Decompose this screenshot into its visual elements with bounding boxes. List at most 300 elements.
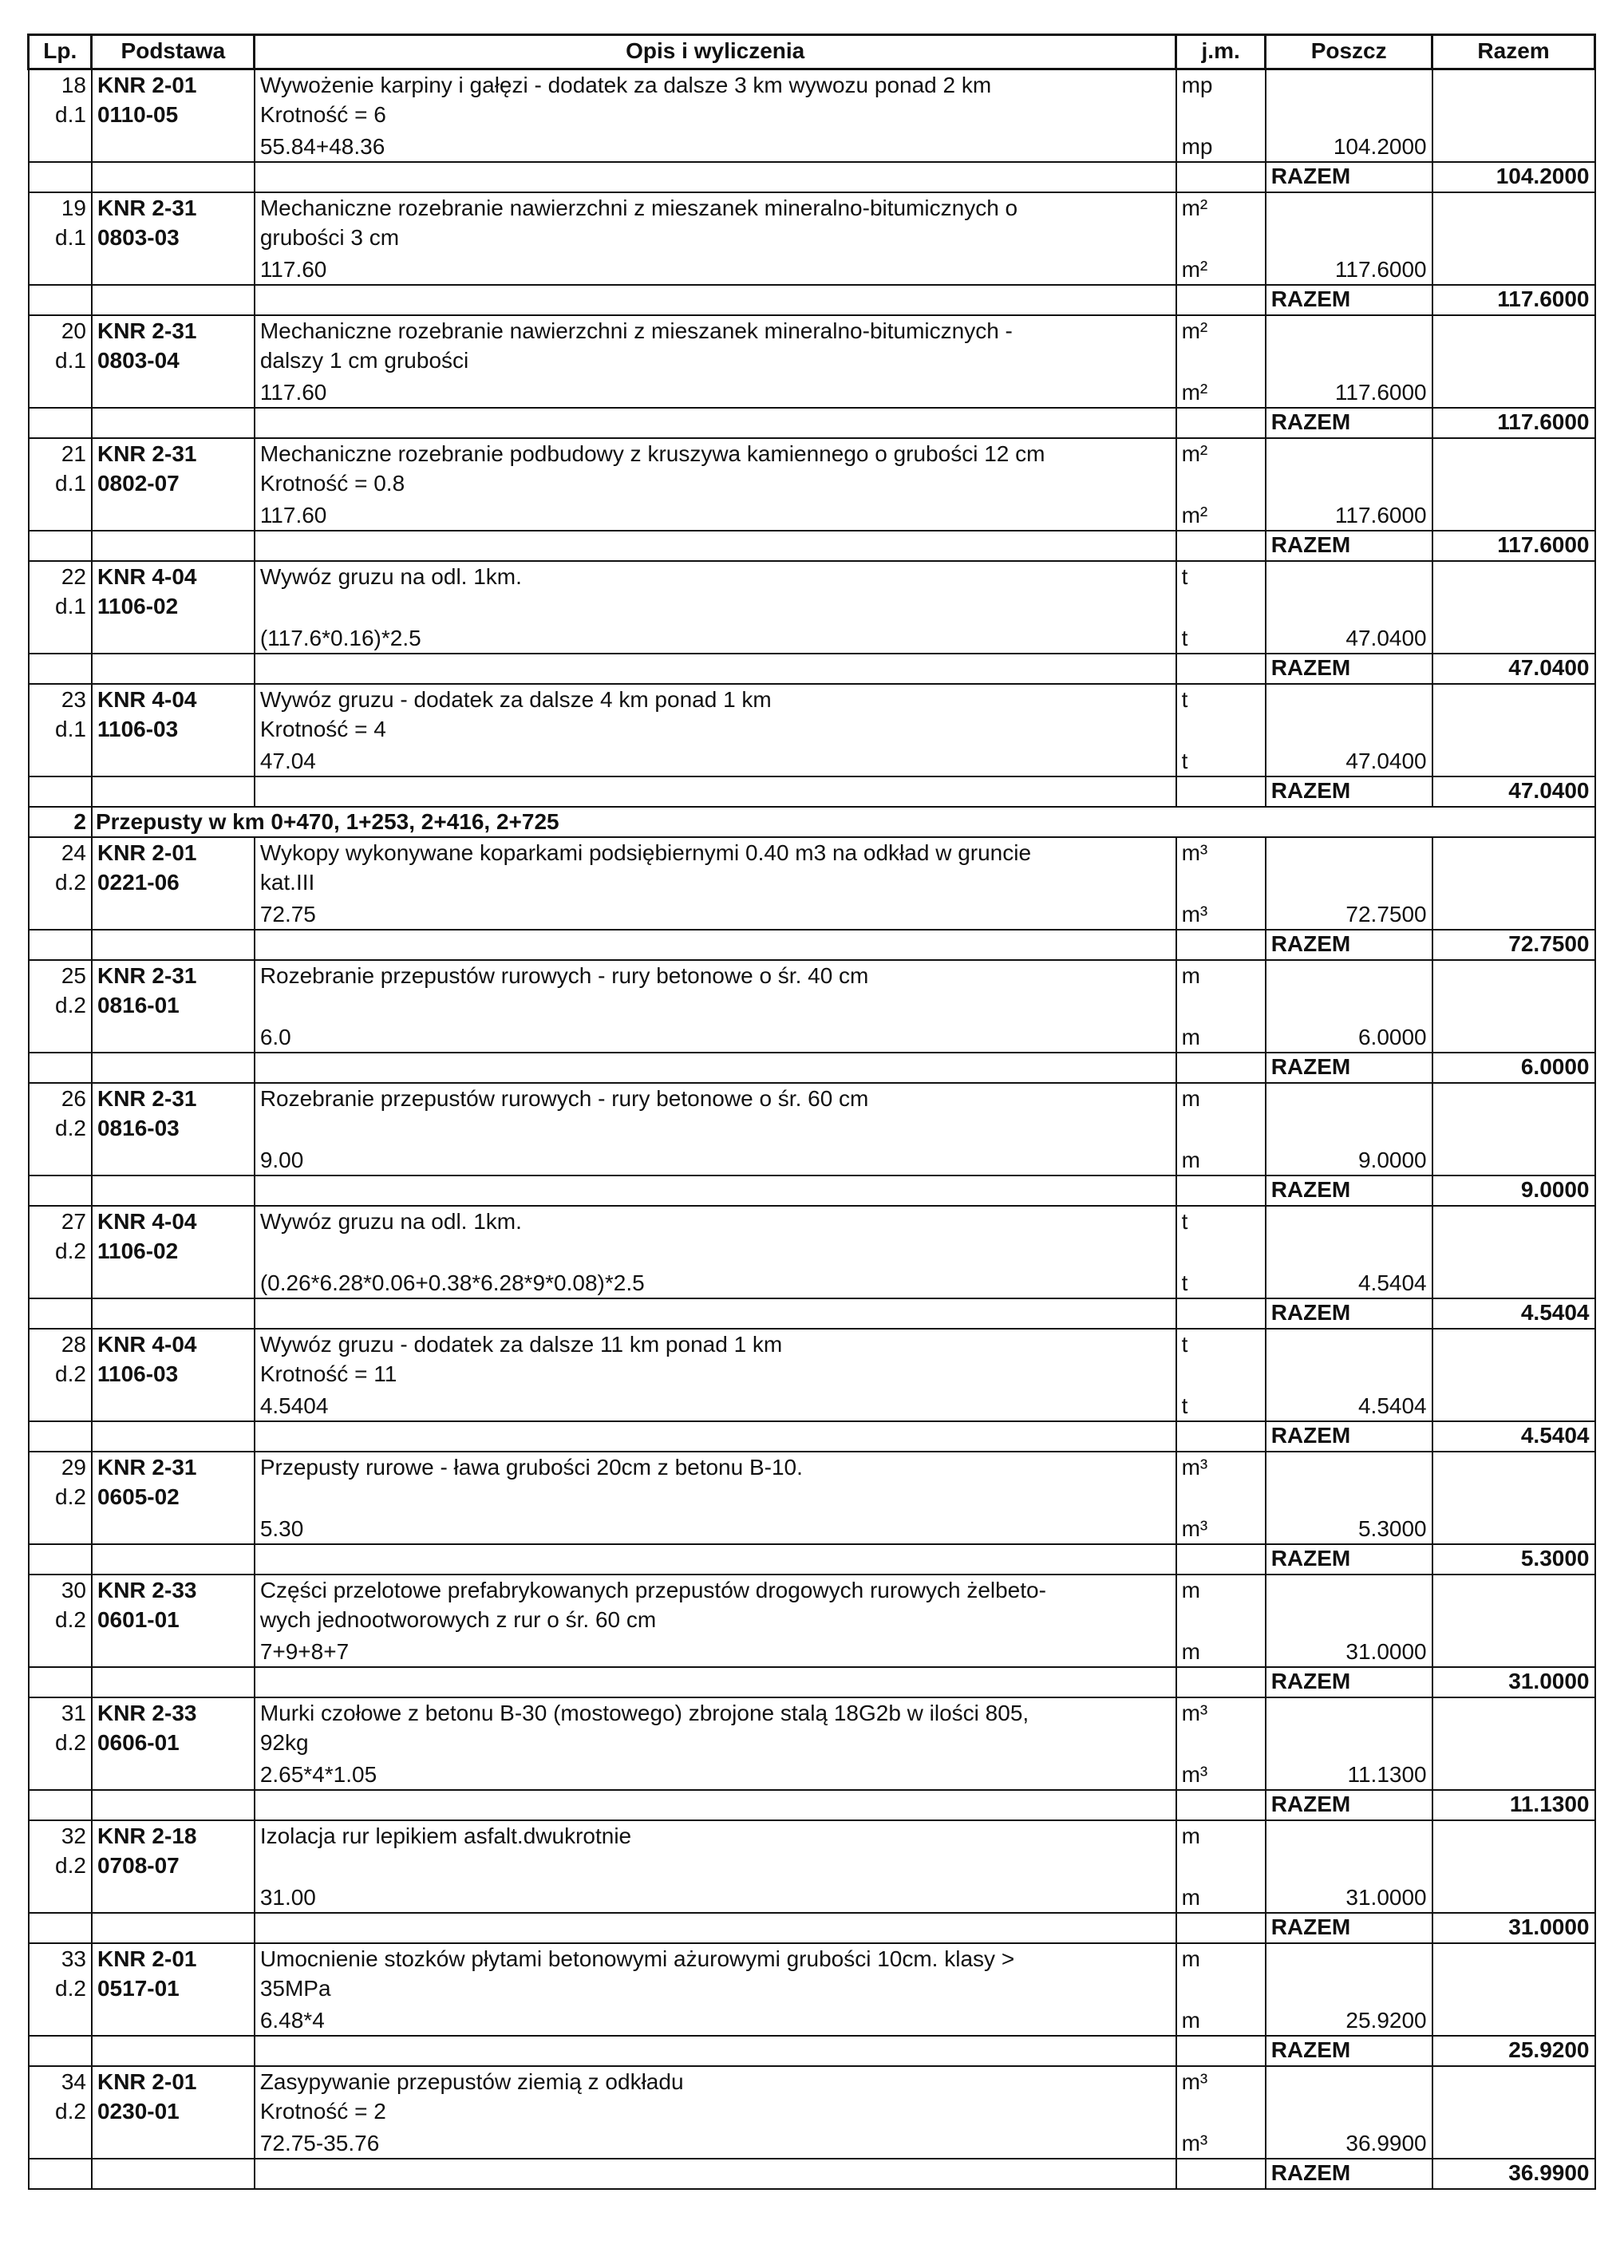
header-lp: Lp. [29, 35, 92, 69]
item-lp-cell [29, 1697, 92, 1790]
item-unit-cell [1176, 2066, 1266, 2159]
item-unit-cell [1176, 1697, 1266, 1790]
item-code: 0605-02 [97, 1484, 180, 1509]
item-base-cell [92, 192, 255, 285]
total-empty-2 [92, 930, 255, 960]
item-unit-top: m² [1181, 441, 1208, 466]
item-knr: KNR 2-31 [97, 441, 197, 466]
item-code: 0601-01 [97, 1607, 180, 1632]
item-knr: KNR 2-31 [97, 196, 197, 220]
item-unit-bottom: m [1181, 1148, 1200, 1172]
item-code: 1106-03 [97, 717, 179, 741]
total-empty-4 [1176, 1421, 1266, 1452]
item-unit-top: m³ [1181, 2069, 1208, 2094]
total-empty-2 [92, 1544, 255, 1575]
item-poszcz-cell [1266, 69, 1432, 163]
item-number: 33 [61, 1946, 86, 1971]
total-empty-1 [29, 408, 92, 438]
item-poszcz-cell [1266, 1943, 1432, 2036]
item-poszcz: 117.6000 [1334, 380, 1427, 405]
total-row [29, 930, 1595, 960]
item-poszcz-cell [1266, 837, 1432, 930]
total-label: RAZEM [1266, 1421, 1432, 1452]
total-empty-3 [255, 1053, 1176, 1083]
item-number: 30 [61, 1578, 86, 1602]
total-label: RAZEM [1266, 654, 1432, 684]
item-razem-cell [1432, 1697, 1595, 1790]
total-label: RAZEM [1266, 1544, 1432, 1575]
item-calculation: 72.75 [259, 902, 316, 927]
item-calculation: 117.60 [259, 257, 327, 282]
item-poszcz-cell [1266, 192, 1432, 285]
item-knr: KNR 2-01 [97, 1946, 197, 1971]
total-label: RAZEM [1266, 285, 1432, 315]
total-row [29, 1175, 1595, 1206]
item-razem-cell [1432, 1083, 1595, 1175]
item-division: d.1 [55, 348, 86, 373]
item-unit-bottom: m² [1181, 257, 1208, 282]
item-unit-bottom: m³ [1181, 1516, 1208, 1541]
total-empty-3 [255, 1913, 1176, 1943]
total-value: 31.0000 [1432, 1913, 1595, 1943]
item-description: Wywóz gruzu - dodatek za dalsze 11 km ponad 1 km Krotność = 11 [259, 1332, 783, 1386]
item-description-cell [255, 69, 1176, 163]
item-unit-cell [1176, 1820, 1266, 1913]
item-knr: KNR 2-33 [97, 1701, 197, 1725]
item-base-cell [92, 1697, 255, 1790]
item-description: Mechaniczne rozebranie nawierzchni z mieszanek mineralno-bitumicznych - dalszy 1 cm grubości [259, 318, 1013, 373]
item-number: 32 [61, 1823, 86, 1848]
total-label: RAZEM [1266, 1053, 1432, 1083]
item-description-cell [255, 315, 1176, 408]
item-poszcz: 5.3000 [1357, 1516, 1427, 1541]
total-empty-4 [1176, 654, 1266, 684]
total-empty-1 [29, 2159, 92, 2189]
total-empty-4 [1176, 1175, 1266, 1206]
item-razem-cell [1432, 2066, 1595, 2159]
total-empty-1 [29, 531, 92, 561]
total-value: 36.9900 [1432, 2159, 1595, 2189]
item-razem-cell [1432, 561, 1595, 654]
item-description-cell [255, 684, 1176, 776]
item-knr: KNR 2-01 [97, 73, 197, 97]
total-value: 31.0000 [1432, 1667, 1595, 1697]
item-lp-cell [29, 960, 92, 1053]
item-number: 20 [61, 318, 86, 343]
item-division: d.2 [55, 1361, 86, 1386]
item-description: Rozebranie przepustów rurowych - rury betonowe o śr. 40 cm [259, 963, 869, 988]
total-empty-2 [92, 1298, 255, 1329]
item-description-cell [255, 2066, 1176, 2159]
item-description-cell [255, 561, 1176, 654]
item-code: 0230-01 [97, 2099, 180, 2124]
item-unit-bottom: t [1181, 626, 1188, 650]
table-row [29, 1083, 1595, 1175]
total-empty-4 [1176, 1298, 1266, 1329]
item-description-cell [255, 438, 1176, 531]
item-number: 23 [61, 687, 86, 712]
total-value: 47.0400 [1432, 776, 1595, 807]
total-empty-1 [29, 1053, 92, 1083]
item-number: 22 [61, 564, 86, 589]
item-base-cell [92, 1083, 255, 1175]
item-base-cell [92, 1329, 255, 1421]
item-number: 27 [61, 1209, 86, 1234]
item-unit-cell [1176, 684, 1266, 776]
item-calculation: 117.60 [259, 380, 327, 405]
item-number: 24 [61, 840, 86, 865]
item-base-cell [92, 1206, 255, 1298]
item-poszcz-cell [1266, 2066, 1432, 2159]
total-empty-1 [29, 1175, 92, 1206]
total-empty-2 [92, 1175, 255, 1206]
total-empty-3 [255, 1790, 1176, 1820]
header-base: Podstawa [92, 35, 255, 69]
item-unit-top: m [1181, 1823, 1200, 1848]
item-lp-cell [29, 1083, 92, 1175]
item-poszcz: 36.9900 [1345, 2131, 1427, 2155]
item-razem-cell [1432, 684, 1595, 776]
item-poszcz: 6.0000 [1357, 1025, 1427, 1049]
section-title: Przepusty w km 0+470, 1+253, 2+416, 2+725 [92, 807, 1595, 837]
item-description: Mechaniczne rozebranie nawierzchni z mieszanek mineralno-bitumicznych o grubości 3 cm [259, 196, 1018, 250]
total-empty-2 [92, 1053, 255, 1083]
item-unit-cell [1176, 1083, 1266, 1175]
item-razem-cell [1432, 1943, 1595, 2036]
item-division: d.2 [55, 2099, 86, 2124]
total-empty-4 [1176, 1544, 1266, 1575]
item-code: 0606-01 [97, 1730, 180, 1755]
item-unit-cell [1176, 1329, 1266, 1421]
item-unit-cell [1176, 1206, 1266, 1298]
item-unit-bottom: m [1181, 1885, 1200, 1910]
item-unit-cell [1176, 1943, 1266, 2036]
item-knr: KNR 4-04 [97, 564, 197, 589]
item-calculation: 7+9+8+7 [259, 1639, 350, 1664]
total-row [29, 162, 1595, 192]
total-empty-1 [29, 930, 92, 960]
item-unit-top: t [1181, 1209, 1188, 1234]
table-row [29, 2066, 1595, 2159]
header-description: Opis i wyliczenia [255, 35, 1176, 69]
item-number: 25 [61, 963, 86, 988]
item-unit-top: m² [1181, 196, 1208, 220]
item-code: 0517-01 [97, 1976, 180, 2001]
total-row [29, 285, 1595, 315]
table-row [29, 960, 1595, 1053]
item-description-cell [255, 837, 1176, 930]
item-division: d.1 [55, 717, 86, 741]
total-empty-3 [255, 531, 1176, 561]
item-unit-bottom: m³ [1181, 902, 1208, 927]
total-empty-1 [29, 654, 92, 684]
item-calculation: 47.04 [259, 749, 316, 773]
item-knr: KNR 2-31 [97, 318, 197, 343]
item-lp-cell [29, 1452, 92, 1544]
item-base-cell [92, 1575, 255, 1667]
item-calculation: 2.65*4*1.05 [259, 1762, 377, 1787]
item-number: 21 [61, 441, 86, 466]
item-poszcz: 31.0000 [1345, 1885, 1427, 1910]
total-empty-3 [255, 1667, 1176, 1697]
total-value: 72.7500 [1432, 930, 1595, 960]
item-unit-bottom: t [1181, 1270, 1188, 1295]
total-row [29, 1298, 1595, 1329]
item-unit-bottom: m [1181, 2008, 1200, 2033]
item-unit-cell [1176, 315, 1266, 408]
item-razem-cell [1432, 192, 1595, 285]
total-empty-1 [29, 1913, 92, 1943]
item-razem-cell [1432, 837, 1595, 930]
total-empty-1 [29, 2036, 92, 2066]
item-calculation: 55.84+48.36 [259, 134, 385, 159]
header-unit: j.m. [1176, 35, 1266, 69]
total-empty-4 [1176, 1667, 1266, 1697]
item-description: Wywóz gruzu - dodatek za dalsze 4 km ponad 1 km Krotność = 4 [259, 687, 772, 741]
item-description-cell [255, 1452, 1176, 1544]
total-label: RAZEM [1266, 776, 1432, 807]
item-razem-cell [1432, 1206, 1595, 1298]
item-razem-cell [1432, 315, 1595, 408]
item-division: d.2 [55, 870, 86, 895]
item-description: Wykopy wykonywane koparkami podsiębiernymi 0.40 m3 na odkład w gruncie kat.III [259, 840, 1032, 895]
total-value: 25.9200 [1432, 2036, 1595, 2066]
table-body-section-1 [29, 69, 1595, 808]
item-unit-top: t [1181, 564, 1188, 589]
item-poszcz-cell [1266, 561, 1432, 654]
total-empty-3 [255, 1544, 1176, 1575]
total-empty-1 [29, 1298, 92, 1329]
item-poszcz: 47.0400 [1345, 626, 1427, 650]
item-number: 18 [61, 73, 86, 97]
item-calculation: 5.30 [259, 1516, 304, 1541]
item-poszcz-cell [1266, 1329, 1432, 1421]
item-poszcz: 47.0400 [1345, 749, 1427, 773]
section-row [29, 807, 1595, 837]
item-unit-cell [1176, 69, 1266, 163]
item-calculation: 6.48*4 [259, 2008, 325, 2033]
item-calculation: 72.75-35.76 [259, 2131, 380, 2155]
item-poszcz-cell [1266, 1820, 1432, 1913]
item-unit-top: m² [1181, 318, 1208, 343]
item-razem-cell [1432, 438, 1595, 531]
item-description: Części przelotowe prefabrykowanych przepustów drogowych rurowych żelbeto- wych jednootworowych z rur o śr. 60 cm [259, 1578, 1046, 1632]
item-knr: KNR 2-01 [97, 2069, 197, 2094]
item-description: Wywóz gruzu na odl. 1km. [259, 564, 522, 589]
item-unit-bottom: m [1181, 1639, 1200, 1664]
item-lp-cell [29, 192, 92, 285]
item-description: Izolacja rur lepikiem asfalt.dwukrotnie [259, 1823, 632, 1848]
item-number: 28 [61, 1332, 86, 1357]
item-unit-bottom: t [1181, 749, 1188, 773]
item-poszcz: 25.9200 [1345, 2008, 1427, 2033]
item-unit-top: m [1181, 1578, 1200, 1602]
item-razem-cell [1432, 1329, 1595, 1421]
item-unit-bottom: m² [1181, 503, 1208, 527]
item-lp-cell [29, 684, 92, 776]
item-description-cell [255, 192, 1176, 285]
table-row [29, 1206, 1595, 1298]
item-lp-cell [29, 1820, 92, 1913]
item-division: d.2 [55, 1484, 86, 1509]
item-unit-cell [1176, 192, 1266, 285]
table-row [29, 1452, 1595, 1544]
total-empty-1 [29, 1544, 92, 1575]
total-empty-3 [255, 1421, 1176, 1452]
item-knr: KNR 4-04 [97, 1332, 197, 1357]
item-knr: KNR 2-01 [97, 840, 197, 865]
total-empty-4 [1176, 531, 1266, 561]
item-code: 0708-07 [97, 1853, 180, 1878]
header-razem: Razem [1432, 35, 1595, 69]
item-unit-cell [1176, 438, 1266, 531]
cost-estimate-table [27, 34, 1596, 2190]
item-calculation: 9.00 [259, 1148, 304, 1172]
total-label: RAZEM [1266, 930, 1432, 960]
item-poszcz-cell [1266, 438, 1432, 531]
total-empty-3 [255, 162, 1176, 192]
section-header-body [29, 807, 1595, 837]
item-division: d.2 [55, 1607, 86, 1632]
item-lp-cell [29, 69, 92, 163]
total-empty-3 [255, 2036, 1176, 2066]
table-row [29, 561, 1595, 654]
total-empty-2 [92, 2159, 255, 2189]
total-label: RAZEM [1266, 1667, 1432, 1697]
item-lp-cell [29, 1206, 92, 1298]
item-code: 1106-03 [97, 1361, 179, 1386]
item-poszcz: 72.7500 [1345, 902, 1427, 927]
total-empty-4 [1176, 1053, 1266, 1083]
item-lp-cell [29, 561, 92, 654]
total-empty-2 [92, 654, 255, 684]
item-poszcz-cell [1266, 315, 1432, 408]
total-empty-3 [255, 654, 1176, 684]
item-poszcz-cell [1266, 1575, 1432, 1667]
total-empty-2 [92, 1790, 255, 1820]
total-empty-4 [1176, 2159, 1266, 2189]
item-description: Przepusty rurowe - ława grubości 20cm z betonu B-10. [259, 1455, 803, 1480]
item-description: Murki czołowe z betonu B-30 (mostowego) zbrojone stalą 18G2b w ilości 805, 92kg [259, 1701, 1029, 1755]
item-unit-top: m³ [1181, 1701, 1208, 1725]
item-division: d.1 [55, 102, 86, 127]
total-value: 117.6000 [1432, 285, 1595, 315]
item-razem-cell [1432, 1575, 1595, 1667]
total-row [29, 2036, 1595, 2066]
item-description-cell [255, 1083, 1176, 1175]
item-knr: KNR 2-33 [97, 1578, 197, 1602]
item-number: 34 [61, 2069, 86, 2094]
total-empty-1 [29, 1790, 92, 1820]
total-row [29, 531, 1595, 561]
item-division: d.2 [55, 1116, 86, 1140]
item-code: 0802-07 [97, 471, 180, 496]
table-row [29, 315, 1595, 408]
total-value: 104.2000 [1432, 162, 1595, 192]
item-base-cell [92, 1820, 255, 1913]
item-description: Rozebranie przepustów rurowych - rury betonowe o śr. 60 cm [259, 1086, 869, 1111]
total-empty-4 [1176, 776, 1266, 807]
total-empty-3 [255, 1175, 1176, 1206]
item-code: 1106-02 [97, 594, 179, 618]
table-row [29, 1697, 1595, 1790]
item-unit-top: mp [1181, 73, 1213, 97]
item-knr: KNR 2-31 [97, 1086, 197, 1111]
total-label: RAZEM [1266, 531, 1432, 561]
item-unit-cell [1176, 837, 1266, 930]
item-lp-cell [29, 315, 92, 408]
total-empty-3 [255, 776, 1176, 807]
item-code: 0803-04 [97, 348, 180, 373]
total-empty-4 [1176, 1790, 1266, 1820]
table-row [29, 1575, 1595, 1667]
total-empty-2 [92, 162, 255, 192]
item-poszcz-cell [1266, 1083, 1432, 1175]
item-base-cell [92, 69, 255, 163]
item-code: 0110-05 [97, 102, 179, 127]
item-unit-bottom: m³ [1181, 1762, 1208, 1787]
item-unit-top: m [1181, 963, 1200, 988]
item-description-cell [255, 1206, 1176, 1298]
total-empty-2 [92, 408, 255, 438]
total-label: RAZEM [1266, 1298, 1432, 1329]
total-empty-2 [92, 1421, 255, 1452]
item-description-cell [255, 1820, 1176, 1913]
item-description: Wywóz gruzu na odl. 1km. [259, 1209, 522, 1234]
item-description-cell [255, 960, 1176, 1053]
total-empty-1 [29, 1421, 92, 1452]
item-unit-top: t [1181, 1332, 1188, 1357]
item-poszcz: 117.6000 [1334, 257, 1427, 282]
item-division: d.2 [55, 1976, 86, 2001]
total-row [29, 1667, 1595, 1697]
item-description: Umocnienie stozków płytami betonowymi ażurowymi grubości 10cm. klasy > 35MPa [259, 1946, 1015, 2001]
item-lp-cell [29, 2066, 92, 2159]
total-value: 9.0000 [1432, 1175, 1595, 1206]
item-code: 0816-01 [97, 993, 180, 1017]
total-row [29, 654, 1595, 684]
item-description-cell [255, 1943, 1176, 2036]
total-empty-1 [29, 1667, 92, 1697]
total-value: 5.3000 [1432, 1544, 1595, 1575]
total-empty-4 [1176, 162, 1266, 192]
section-number: 2 [29, 807, 92, 837]
item-unit-bottom: m³ [1181, 2131, 1208, 2155]
total-empty-3 [255, 2159, 1176, 2189]
item-code: 0816-03 [97, 1116, 180, 1140]
item-base-cell [92, 960, 255, 1053]
item-poszcz: 11.1300 [1347, 1762, 1427, 1787]
item-base-cell [92, 2066, 255, 2159]
item-division: d.1 [55, 594, 86, 618]
total-empty-2 [92, 285, 255, 315]
item-razem-cell [1432, 69, 1595, 163]
total-row [29, 776, 1595, 807]
item-poszcz: 4.5404 [1357, 1270, 1427, 1295]
item-poszcz: 4.5404 [1357, 1393, 1427, 1418]
item-number: 29 [61, 1455, 86, 1480]
table-row [29, 837, 1595, 930]
item-unit-top: m [1181, 1946, 1200, 1971]
table-row [29, 192, 1595, 285]
item-division: d.2 [55, 1730, 86, 1755]
item-base-cell [92, 837, 255, 930]
total-empty-1 [29, 776, 92, 807]
total-empty-4 [1176, 1913, 1266, 1943]
item-lp-cell [29, 1575, 92, 1667]
total-row [29, 1790, 1595, 1820]
item-unit-cell [1176, 561, 1266, 654]
